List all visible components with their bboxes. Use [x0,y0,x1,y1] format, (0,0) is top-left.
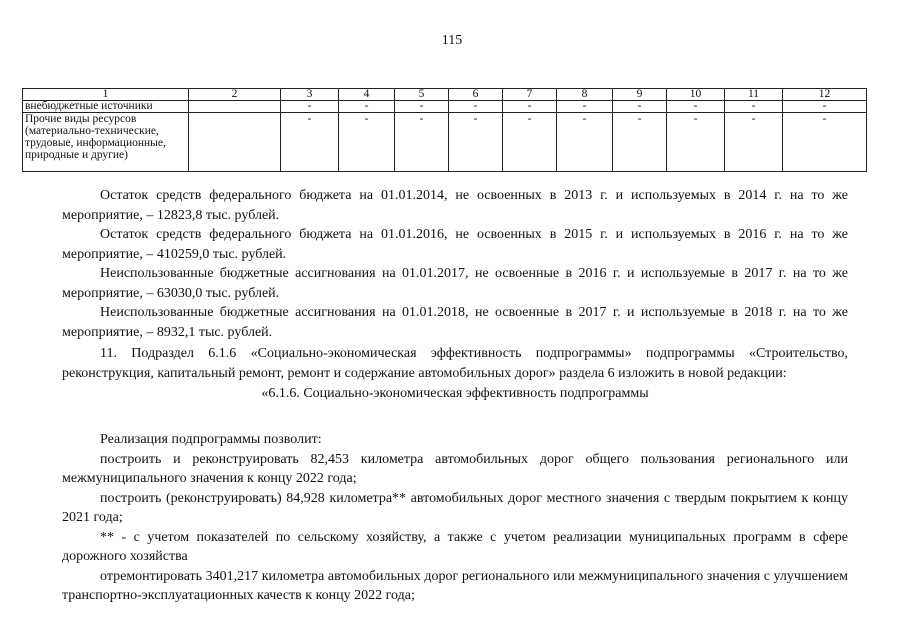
table-header-cell: 3 [281,89,339,101]
paragraph: отремонтировать 3401,217 километра автомобильных дорог регионального или межмуниципального значения с улучшением транспортно-эксплуатационных качеств к концу 2022 года; [62,568,848,603]
table-header-cell: 2 [189,89,281,101]
table-cell: - [503,101,557,113]
table-row [23,101,867,113]
table-cell: - [557,101,613,113]
table-cell: - [449,101,503,113]
table-row [23,113,867,172]
table-cell: - [557,113,613,172]
paragraph: 11. Подраздел 6.1.6 «Социально-экономическая эффективность подпрограммы» подпрограммы «Строительство, реконструкция, капитальный ремонт, ремонт и содержание автомобильных дорог» раздела 6 изложить в новой редакции: [62,346,848,381]
table-header-cell: 7 [503,89,557,101]
table-cell: - [783,113,867,172]
amendment-block [62,344,848,404]
table-cell [189,113,281,172]
table-header-cell: 1 [23,89,189,101]
table-cell: - [503,113,557,172]
section-heading: «6.1.6. Социально-экономическая эффективность подпрограммы [261,386,649,401]
table-header-cell: 11 [725,89,783,101]
table-cell: - [281,101,339,113]
table-header-row [23,89,867,101]
paragraph: Остаток средств федерального бюджета на 01.01.2014, не освоенных в 2013 г. и используемых в 2014 г. на то же мероприятие, – 12823,8 тыс. рублей. [62,188,848,223]
effects-block [62,430,848,606]
table-header-cell: 9 [613,89,667,101]
paragraph: Реализация подпрограммы позволит: [100,432,322,447]
table-cell: - [281,113,339,172]
budget-remainders-block [62,186,848,342]
page-number: 115 [441,33,463,48]
row-label: внебюджетные источники [23,101,189,113]
footnote: ** - с учетом показателей по сельскому хозяйству, а также с учетом реализации муниципальных программ в сфере дорожного хозяйства [62,529,848,564]
resources-table [22,88,867,172]
row-label: Прочие виды ресурсов (материально-технические, трудовые, информационные, природные и другие) [23,113,189,172]
paragraph: построить и реконструировать 82,453 километра автомобильных дорог общего пользования регионального или межмуниципального значения к концу 2022 года; [62,451,848,486]
table-cell: - [339,113,395,172]
table-header-cell: 6 [449,89,503,101]
paragraph: Остаток средств федерального бюджета на 01.01.2016, не освоенных в 2015 г. и используемых в 2016 г. на то же мероприятие, – 410259,0 тыс. рублей. [62,227,848,262]
table-header-cell: 10 [667,89,725,101]
table-header-cell: 12 [783,89,867,101]
table-cell: - [613,113,667,172]
table-cell [189,101,281,113]
table-cell: - [667,101,725,113]
table-cell: - [395,101,449,113]
table-cell: - [667,113,725,172]
table-cell: - [725,113,783,172]
paragraph: построить (реконструировать) 84,928 километра** автомобильных дорог местного значения с твердым покрытием к концу 2021 года; [62,490,848,525]
table-cell: - [725,101,783,113]
table-cell: - [783,101,867,113]
table-cell: - [449,113,503,172]
table-cell: - [613,101,667,113]
table-cell: - [339,101,395,113]
table-header-cell: 4 [339,89,395,101]
table-header-cell: 8 [557,89,613,101]
table-header-cell: 5 [395,89,449,101]
paragraph: Неиспользованные бюджетные ассигнования на 01.01.2018, не освоенные в 2017 г. и используемые в 2018 г. на то же мероприятие, – 8932,1 тыс. рублей. [62,305,848,340]
paragraph: Неиспользованные бюджетные ассигнования на 01.01.2017, не освоенные в 2016 г. и используемые в 2017 г. на то же мероприятие, – 63030,0 тыс. рублей. [62,266,848,301]
table-cell: - [395,113,449,172]
